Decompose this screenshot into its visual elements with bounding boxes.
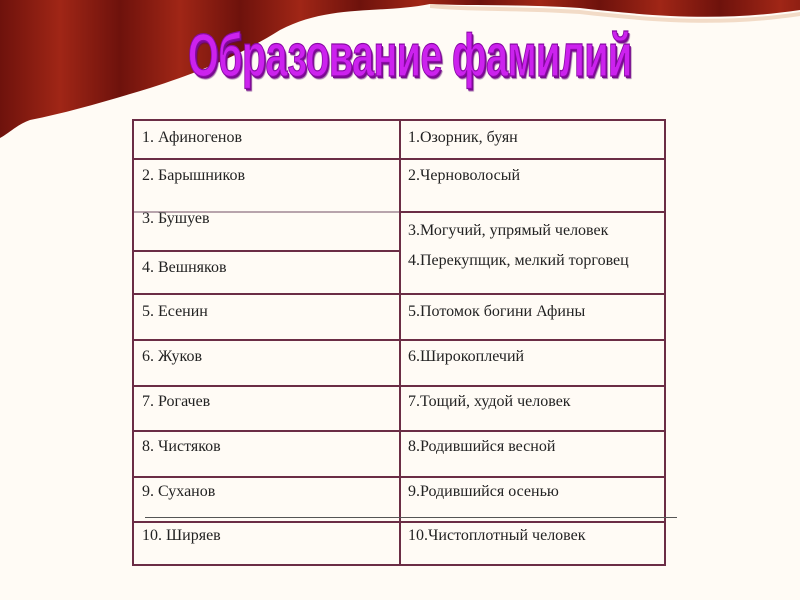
slide-title: Образование фамилий <box>188 22 632 89</box>
column-divider <box>399 121 401 564</box>
surname-cell: 9. Суханов <box>142 483 216 500</box>
meaning-cell: 6.Широкоплечий <box>408 348 525 365</box>
table-row-line <box>134 385 666 387</box>
table-row-line <box>134 158 666 160</box>
table-row-line <box>134 293 666 295</box>
meaning-cell: 1.Озорник, буян <box>408 129 518 146</box>
meaning-cell: 3.Могучий, упрямый человек <box>408 222 609 239</box>
table-row-line <box>134 430 666 432</box>
surname-cell: 2. Барышников <box>142 167 245 184</box>
meaning-cell: 7.Тощий, худой человек <box>408 393 571 410</box>
meaning-cell: 8.Родившийся весной <box>408 438 556 455</box>
surname-table <box>132 119 666 566</box>
surname-cell: 10. Ширяев <box>142 527 221 544</box>
table-row-line <box>134 521 666 523</box>
meaning-cell: 10.Чистоплотный человек <box>408 527 586 544</box>
meaning-cell: 5.Потомок богини Афины <box>408 303 586 320</box>
surname-cell: 5. Есенин <box>142 303 208 320</box>
surname-cell: 3. Бушуев <box>142 210 210 227</box>
stray-underline <box>145 517 677 518</box>
surname-cell: 7. Рогачев <box>142 393 211 410</box>
surname-cell: 1. Афиногенов <box>142 129 243 146</box>
table-row-line <box>134 476 666 478</box>
surname-cell: 6. Жуков <box>142 348 203 365</box>
meaning-cell: 4.Перекупщик, мелкий торговец <box>408 252 629 269</box>
meaning-cell: 9.Родившийся осенью <box>408 483 559 500</box>
surname-cell: 4. Вешняков <box>142 259 227 276</box>
meaning-cell: 2.Черноволосый <box>408 167 521 184</box>
table-row-line <box>399 211 666 213</box>
table-row-line <box>134 339 666 341</box>
surname-cell: 8. Чистяков <box>142 438 221 455</box>
table-row-line <box>134 250 399 252</box>
